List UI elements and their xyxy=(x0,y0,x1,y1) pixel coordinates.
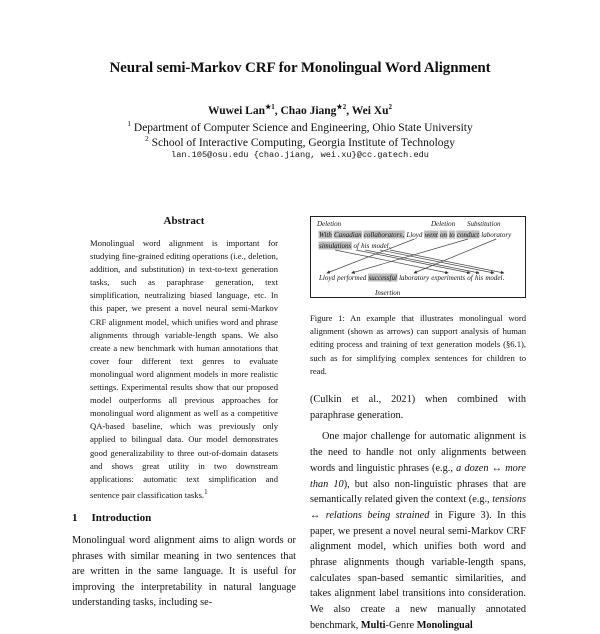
affiliation-1 xyxy=(0,119,600,134)
substitution-label: Substitution xyxy=(467,220,501,228)
bottom-word: performed xyxy=(337,274,367,282)
author-mark: 2 xyxy=(388,103,392,111)
top-word: With xyxy=(319,231,332,239)
affiliation-text: Department of Computer Science and Engineering, Ohio State University xyxy=(133,121,473,134)
figure-1-caption: Figure 1: An example that illustrates monolingual word alignment (shown as arrows) can support analysis of human editing process and training of text generation models (§6.1), such as for simplifying complex sentences for children to read. xyxy=(310,313,526,376)
author-emails: lan.105@osu.edu {chao.jiang, wei.xu}@cc.gatech.edu xyxy=(171,150,429,160)
abstract-text: Monolingual word alignment is important for studying fine-grained editing operations (i.e., deletion, addition, and substitution) in text-to-text generation tasks, such as paraphrase generation, text simplification, neutralizing biased language, etc. In this paper, we present a novel neural semi-Markov CRF alignment model, which unifies word and phrase alignments through variable-length spans. We also create a new benchmark with human annotations that cover four different text genres to evaluate monolingual word alignment models in more realistic settings. Experimental results show that our proposed model outperforms all previous approaches for monolingual word alignment as well as a competitive QA-based baseline, which was previously only applied to bilingual data. Our model demonstrates good generalizability to three out-of-domain datasets and shows great utility in two downstream applications: automatic text simplification and sentence pair classification tasks. xyxy=(90,238,278,500)
abstract-body xyxy=(90,237,278,502)
top-word: to xyxy=(449,231,455,239)
alignment-arrow xyxy=(356,250,470,273)
paper-title: Neural semi-Markov CRF for Monolingual Word Alignment xyxy=(109,60,491,76)
paragraph-text: ), but also non-linguistic phrases that are semantically related given the context (e.g., xyxy=(310,478,526,506)
top-word: collaborators xyxy=(363,231,402,239)
author-mark: ★2 xyxy=(336,103,347,111)
paragraph-text: One major challenge for automatic alignment is the need to handle not only alignments between words and linguistic phrases (e.g., xyxy=(310,431,526,474)
bottom-word: of xyxy=(467,274,473,282)
affiliation-text: School of Interactive Computing, Georgia Institute of Technology xyxy=(151,136,456,149)
bottom-word: model xyxy=(485,274,503,282)
bottom-word: his xyxy=(474,274,484,282)
author-separator: , xyxy=(346,104,352,117)
alignment-arrow xyxy=(390,250,504,273)
insertion-label: Insertion xyxy=(375,289,401,297)
abstract-heading: Abstract xyxy=(163,215,205,227)
bottom-word: Lloyd xyxy=(319,274,335,282)
section-number: 1 xyxy=(72,512,78,524)
top-word: model xyxy=(371,242,389,250)
bottom-word: successful xyxy=(368,274,397,282)
top-word: of xyxy=(353,242,359,250)
paragraph xyxy=(310,429,526,633)
paragraph: (Culkin et al., 2021) when combined with paraphrase generation. xyxy=(310,394,526,421)
alignment-arrow xyxy=(335,250,448,273)
author-name: Wei Xu xyxy=(351,104,389,117)
deletion-label: Deletion xyxy=(317,220,342,228)
benchmark-name-part: Monolingual xyxy=(416,619,473,631)
top-word: Lloyd xyxy=(406,231,423,239)
top-word: , xyxy=(402,231,405,239)
affiliation-number: 2 xyxy=(144,134,149,143)
deletion-label: Deletion xyxy=(431,220,456,228)
figure-1-alignment-diagram xyxy=(310,216,526,298)
paragraph-text: in Figure 3). In this paper, we present a novel neural semi-Markov CRF alignment model, which unifies both word and phrase alignments though variable-length spans, calculates span-based semantic similarities, and takes alignment label transitions into consideration. We also create a new manually annotated benchmark, xyxy=(310,509,526,631)
footnote-mark: 1 xyxy=(204,487,208,496)
section-title: Introduction xyxy=(91,512,152,524)
author-separator: , xyxy=(274,104,281,117)
top-word: Canadian xyxy=(334,231,362,239)
author-name: Chao Jiang xyxy=(280,104,337,117)
author-name: Wuwei Lan xyxy=(207,104,265,117)
benchmark-name-part: Multi xyxy=(360,619,386,631)
alignment-arrow xyxy=(380,250,494,273)
top-word: his xyxy=(361,242,370,250)
top-word: . xyxy=(389,242,391,250)
top-word: laboratory xyxy=(481,231,512,239)
example-phrase: a dozen ↔ more than 10 xyxy=(310,462,526,490)
bottom-word: . xyxy=(502,274,505,282)
top-word: went xyxy=(424,231,438,239)
author-mark: ★1 xyxy=(264,103,275,111)
top-word: conduct xyxy=(456,231,480,239)
top-word: simulations xyxy=(319,242,352,250)
affiliation-number: 1 xyxy=(127,119,132,128)
example-phrase: tensions ↔ relations being strained xyxy=(310,494,526,521)
top-word: on xyxy=(440,231,448,239)
section-heading-introduction xyxy=(72,512,151,524)
affiliation-2 xyxy=(0,134,600,149)
bottom-word: laboratory xyxy=(399,274,430,282)
right-column-body xyxy=(310,392,526,634)
author-list xyxy=(0,103,600,117)
introduction-body: Monolingual word alignment aims to align words or phrases with similar meaning in two sentences that are written in the same language. It is useful for improving the interpretability in natural language understanding tasks, including se- xyxy=(72,535,296,609)
paragraph-text: -Genre xyxy=(385,619,417,631)
bottom-word: experiments xyxy=(431,274,466,282)
